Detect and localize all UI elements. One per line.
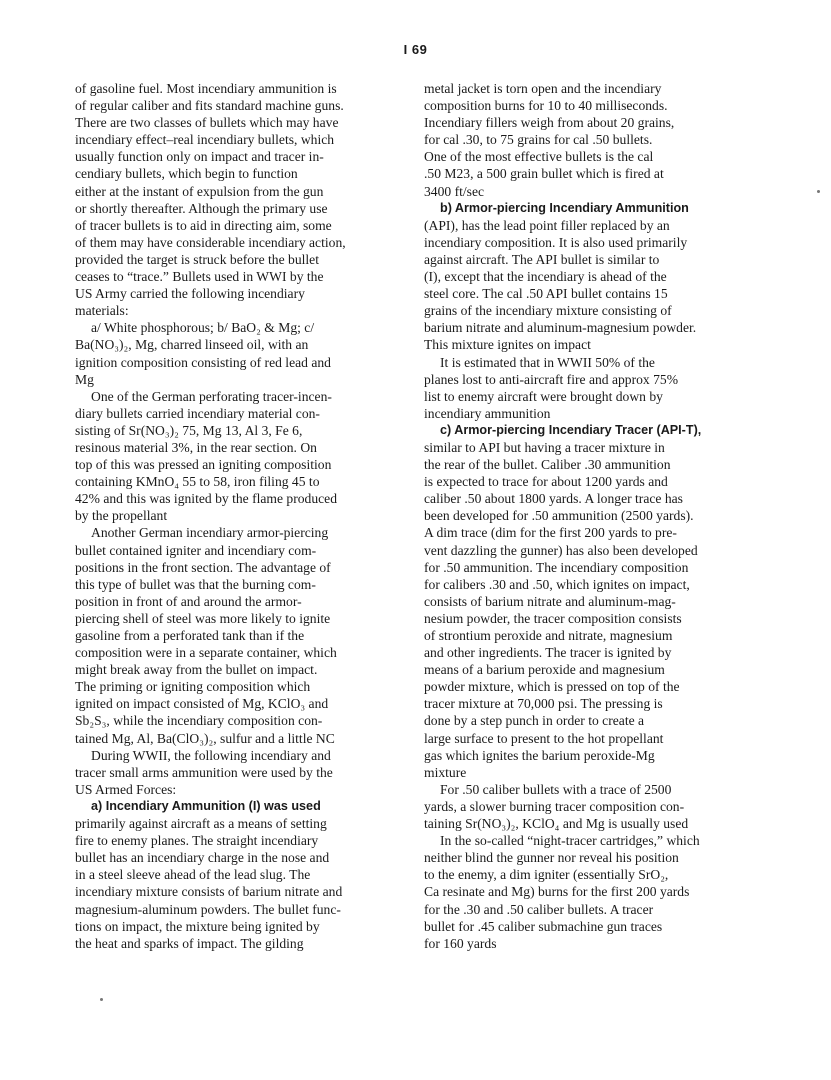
text-line: top of this was pressed an igniting composition xyxy=(75,457,332,473)
text-line: for cal .30, to 75 grains for cal .50 bullets. xyxy=(424,132,653,148)
text-line: grains of the incendiary mixture consisting of xyxy=(424,303,672,319)
text-line: incendiary effect–real incendiary bullets, which xyxy=(75,132,335,148)
text-line: for calibers .30 and .50, which ignites on impact, xyxy=(424,576,690,592)
text-line: steel core. The cal .50 API bullet contains 15 xyxy=(424,286,668,302)
text-line: against aircraft. The API bullet is similar to xyxy=(424,251,660,267)
text-line: ceases to “trace.” Bullets used in WWI by the xyxy=(75,269,324,285)
text-line: for the .30 and .50 caliber bullets. A tracer xyxy=(424,901,654,917)
text-line: composition burns for 10 to 40 milliseconds. xyxy=(424,98,668,114)
text-line: yards, a slower burning tracer composition con- xyxy=(424,798,685,814)
text-line: magnesium-aluminum powders. The bullet func- xyxy=(75,901,341,917)
scan-speck xyxy=(817,190,820,193)
text-line: might break away from the bullet on impact. xyxy=(75,662,318,678)
text-line: 3400 ft/sec xyxy=(424,183,485,199)
text-line: this type of bullet was that the burning com- xyxy=(75,576,316,592)
text-line: position in front of and around the armor- xyxy=(75,593,302,609)
text-line: This mixture ignites on impact xyxy=(424,337,591,353)
text-line: positions in the front section. The advantage of xyxy=(75,559,331,575)
text-line: tions on impact, the mixture being ignited by xyxy=(75,918,320,934)
text-line: list to enemy aircraft were brought down by xyxy=(424,388,663,404)
text-line: It is estimated that in WWII 50% of the xyxy=(440,354,655,370)
text-line: of them may have considerable incendiary action, xyxy=(75,234,346,250)
text-line: powder mixture, which is pressed on top of the xyxy=(424,679,680,695)
scan-speck xyxy=(100,998,103,1001)
text-line: bullet has an incendiary charge in the nose and xyxy=(75,850,330,866)
text-line: resinous material 3%, in the rear section. On xyxy=(75,439,317,455)
text-line: Ca resinate and Mg) burns for the first 200 yards xyxy=(424,884,690,900)
text-line: or shortly thereafter. Although the primary use xyxy=(75,200,328,216)
text-line: vent dazzling the gunner) has also been developed xyxy=(424,542,698,558)
text-line: of gasoline fuel. Most incendiary ammunition is xyxy=(75,81,337,96)
text-line: bullet for .45 caliber submachine gun traces xyxy=(424,918,663,934)
text-line: (API), has the lead point filler replaced by an xyxy=(424,217,670,233)
text-line: (I), except that the incendiary is ahead of the xyxy=(424,269,667,285)
text-line: taining Sr(NO₃)₂, KClO₄ and Mg is usually used xyxy=(424,816,689,832)
text-line: neither blind the gunner nor reveal his position xyxy=(424,850,679,866)
text-line: ignited on impact consisted of Mg, KClO₃ and xyxy=(75,696,329,712)
text-line: Mg xyxy=(75,371,94,387)
text-line: .50 M23, a 500 grain bullet which is fired at xyxy=(424,166,664,182)
text-line: a/ White phosphorous; b/ BaO₂ & Mg; c/ xyxy=(91,320,315,336)
text-line: During WWII, the following incendiary and xyxy=(91,747,331,763)
text-line: of strontium peroxide and nitrate, magnesium xyxy=(424,628,673,643)
text-line: sisting of Sr(NO₃)₂ 75, Mg 13, Al 3, Fe 6, xyxy=(75,422,303,438)
text-line: consists of barium nitrate and aluminum-mag- xyxy=(424,593,676,609)
text-line: Incendiary fillers weigh from about 20 grains, xyxy=(424,115,675,131)
text-line: incendiary mixture consists of barium nitrate and xyxy=(75,884,343,900)
text-line: for 160 yards xyxy=(424,935,497,951)
text-line: provided the target is struck before the bullet xyxy=(75,251,319,267)
page-number: I 69 xyxy=(403,42,428,57)
text-line: There are two classes of bullets which may have xyxy=(75,115,339,131)
text-line: either at the instant of expulsion from the gun xyxy=(75,183,324,199)
text-line: is expected to trace for about 1200 yards and xyxy=(424,474,668,490)
text-line: and other ingredients. The tracer is ignited by xyxy=(424,645,672,661)
text-line: materials: xyxy=(75,303,129,319)
text-line: means of a barium peroxide and magnesium xyxy=(424,662,665,678)
text-line: tracer mixture at 70,000 psi. The pressing is xyxy=(424,696,663,712)
text-line: primarily against aircraft as a means of setting xyxy=(75,816,327,832)
text-line: A dim trace (dim for the first 200 yards to pre- xyxy=(424,525,677,541)
text-line: Another German incendiary armor-piercing xyxy=(91,525,329,541)
text-line: in a steel sleeve ahead of the lead slug. The xyxy=(75,867,311,883)
text-line: usually function only on impact and tracer in- xyxy=(75,149,324,165)
text-line: cendiary bullets, which begin to function xyxy=(75,166,298,182)
text-line: done by a step punch in order to create a xyxy=(424,713,645,729)
text-line: ignition composition consisting of red lead and xyxy=(75,354,331,370)
text-line: The priming or igniting composition which xyxy=(75,679,311,695)
text-line: incendiary composition. It is also used primarily xyxy=(424,234,688,250)
text-line: the rear of the bullet. Caliber .30 ammunition xyxy=(424,457,671,473)
text-line: to the enemy, a dim igniter (essentially SrO₂, xyxy=(424,867,669,883)
text-line: diary bullets carried incendiary material con- xyxy=(75,405,320,421)
text-line: large surface to present to the hot propellant xyxy=(424,730,664,746)
text-line: for .50 ammunition. The incendiary composition xyxy=(424,559,689,575)
text-line: the heat and sparks of impact. The gilding xyxy=(75,935,304,951)
text-line: composition were in a separate container, which xyxy=(75,645,337,661)
text-line: For .50 caliber bullets with a trace of 2500 xyxy=(440,781,672,797)
text-line: mixture xyxy=(424,764,467,780)
text-line: bullet contained igniter and incendiary com- xyxy=(75,542,317,558)
text-line: fire to enemy planes. The straight incendiary xyxy=(75,833,319,849)
right-text-column xyxy=(424,80,746,952)
text-line: US Army carried the following incendiary xyxy=(75,286,305,302)
text-line: containing KMnO₄ 55 to 58, iron filing 45 to xyxy=(75,474,320,490)
text-line: planes lost to anti-aircraft fire and approx 75% xyxy=(424,371,679,387)
text-line: In the so-called “night-tracer cartridges,” which xyxy=(440,833,700,849)
text-line: tained Mg, Al, Ba(ClO₃)₂, sulfur and a little NC xyxy=(75,730,335,746)
text-line: Ba(NO₃)₂, Mg, charred linseed oil, with an xyxy=(75,337,309,353)
text-line: tracer small arms ammunition were used by the xyxy=(75,764,333,780)
text-line: One of the German perforating tracer-incen- xyxy=(91,388,332,404)
text-line: barium nitrate and aluminum-magnesium powder. xyxy=(424,320,697,336)
text-line: by the propellant xyxy=(75,508,168,524)
section-heading-incendiary-ammunition: a) Incendiary Ammunition (I) was used xyxy=(91,798,321,813)
text-line: incendiary ammunition xyxy=(424,405,551,421)
text-line: nesium powder, the tracer composition consists xyxy=(424,610,682,626)
section-heading-api: b) Armor-piercing Incendiary Ammunition xyxy=(440,200,689,215)
text-line: gasoline from a perforated tank than if the xyxy=(75,628,305,643)
text-line: piercing shell of steel was more likely to ignite xyxy=(75,610,331,626)
text-line: Sb₂S₃, while the incendiary composition con- xyxy=(75,713,323,729)
text-line: metal jacket is torn open and the incendiary xyxy=(424,81,662,96)
text-line: of regular caliber and fits standard machine guns. xyxy=(75,98,344,114)
text-line: been developed for .50 ammunition (2500 yards). xyxy=(424,508,694,524)
text-line: caliber .50 about 1800 yards. A longer trace has xyxy=(424,491,683,507)
text-line: similar to API but having a tracer mixture in xyxy=(424,439,665,455)
section-heading-api-t: c) Armor-piercing Incendiary Tracer (API-T), xyxy=(440,422,702,437)
text-line: gas which ignites the barium peroxide-Mg xyxy=(424,747,655,763)
left-text-column xyxy=(75,80,395,952)
text-line: One of the most effective bullets is the cal xyxy=(424,149,654,165)
text-line: US Armed Forces: xyxy=(75,781,177,797)
text-line: 42% and this was ignited by the flame produced xyxy=(75,491,337,507)
text-line: of tracer bullets is to aid in directing aim, some xyxy=(75,217,332,233)
